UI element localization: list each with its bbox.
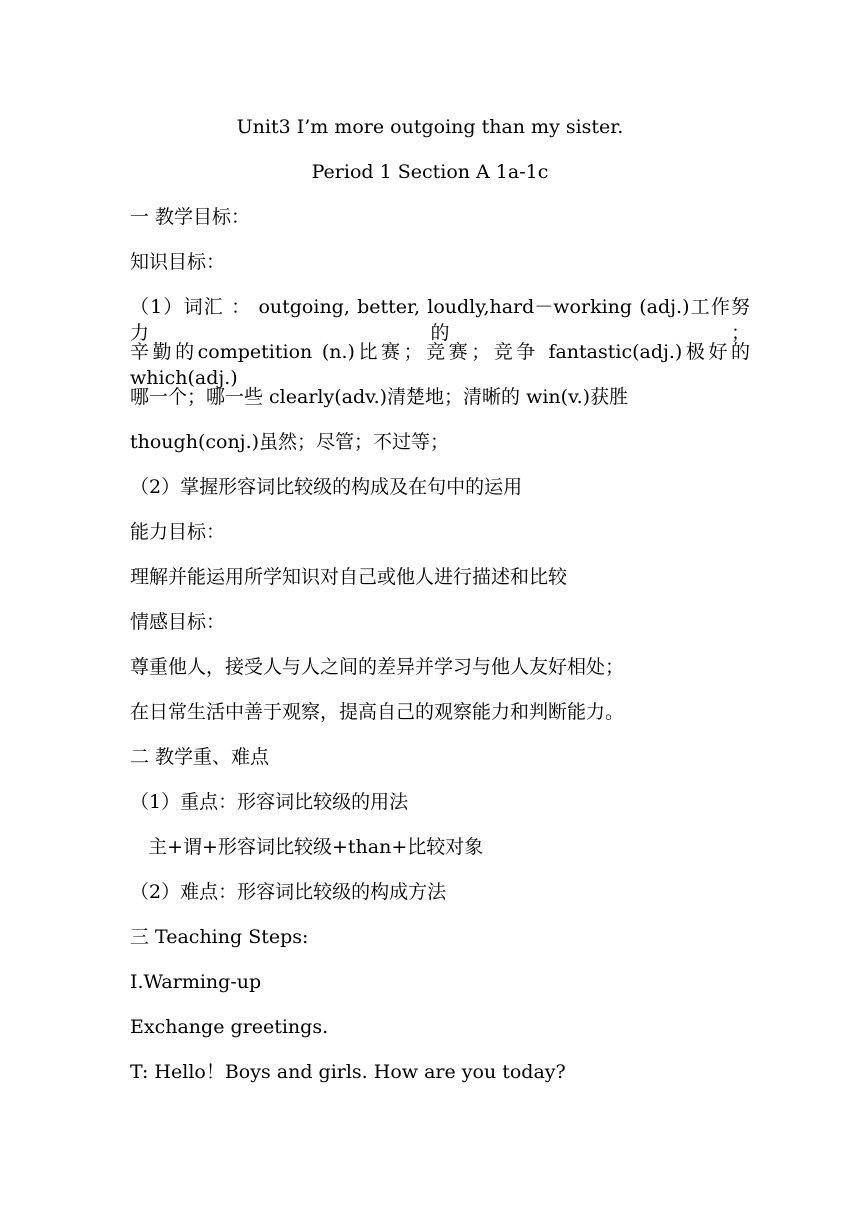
paragraph-line: Exchange greetings. [130,1016,329,1038]
paragraph-line: （2）难点：形容词比较级的构成方法 [130,881,447,903]
paragraph-line: 主+谓+形容词比较级+than+比较对象 [130,836,484,858]
paragraph-line: 辛勤的competition (n.)比赛；竞赛；竞争 fantastic(adj.)极好的 which(adj.) [130,341,750,389]
paragraph-line: （1）词汇 ： outgoing, better, loudly,hard－working (adj.)工作努力的； [130,296,750,344]
document-subtitle: Period 1 Section A 1a-1c [311,161,549,183]
section-heading-teaching-steps: 三 Teaching Steps: [130,926,309,948]
document-title: Unit3 I’m more outgoing than my sister. [236,116,624,138]
section-heading-objectives: 一 教学目标： [130,206,251,228]
step-heading-warming-up: Ⅰ.Warming-up [130,971,262,993]
paragraph-line: 理解并能运用所学知识对自己或他人进行描述和比较 [130,566,568,588]
subheading-emotional-goals: 情感目标： [130,611,226,633]
subheading-knowledge-goals: 知识目标： [130,251,226,273]
paragraph-line: 在日常生活中善于观察，提高自己的观察能力和判断能力。 [130,701,625,723]
paragraph-line: though(conj.)虽然；尽管；不过等； [130,431,450,453]
paragraph-line: T: Hello！Boys and girls. How are you today? [130,1061,566,1083]
subheading-ability-goals: 能力目标： [130,521,226,543]
section-heading-key-points: 二 教学重、难点 [130,746,270,768]
paragraph-line: （2）掌握形容词比较级的构成及在句中的运用 [130,476,523,498]
paragraph-line: 哪一个；哪一些 clearly(adv.)清楚地；清晰的 win(v.)获胜 [130,386,629,408]
paragraph-line: 尊重他人，接受人与人之间的差异并学习与他人友好相处； [130,656,625,678]
paragraph-line: （1）重点：形容词比较级的用法 [130,791,409,813]
